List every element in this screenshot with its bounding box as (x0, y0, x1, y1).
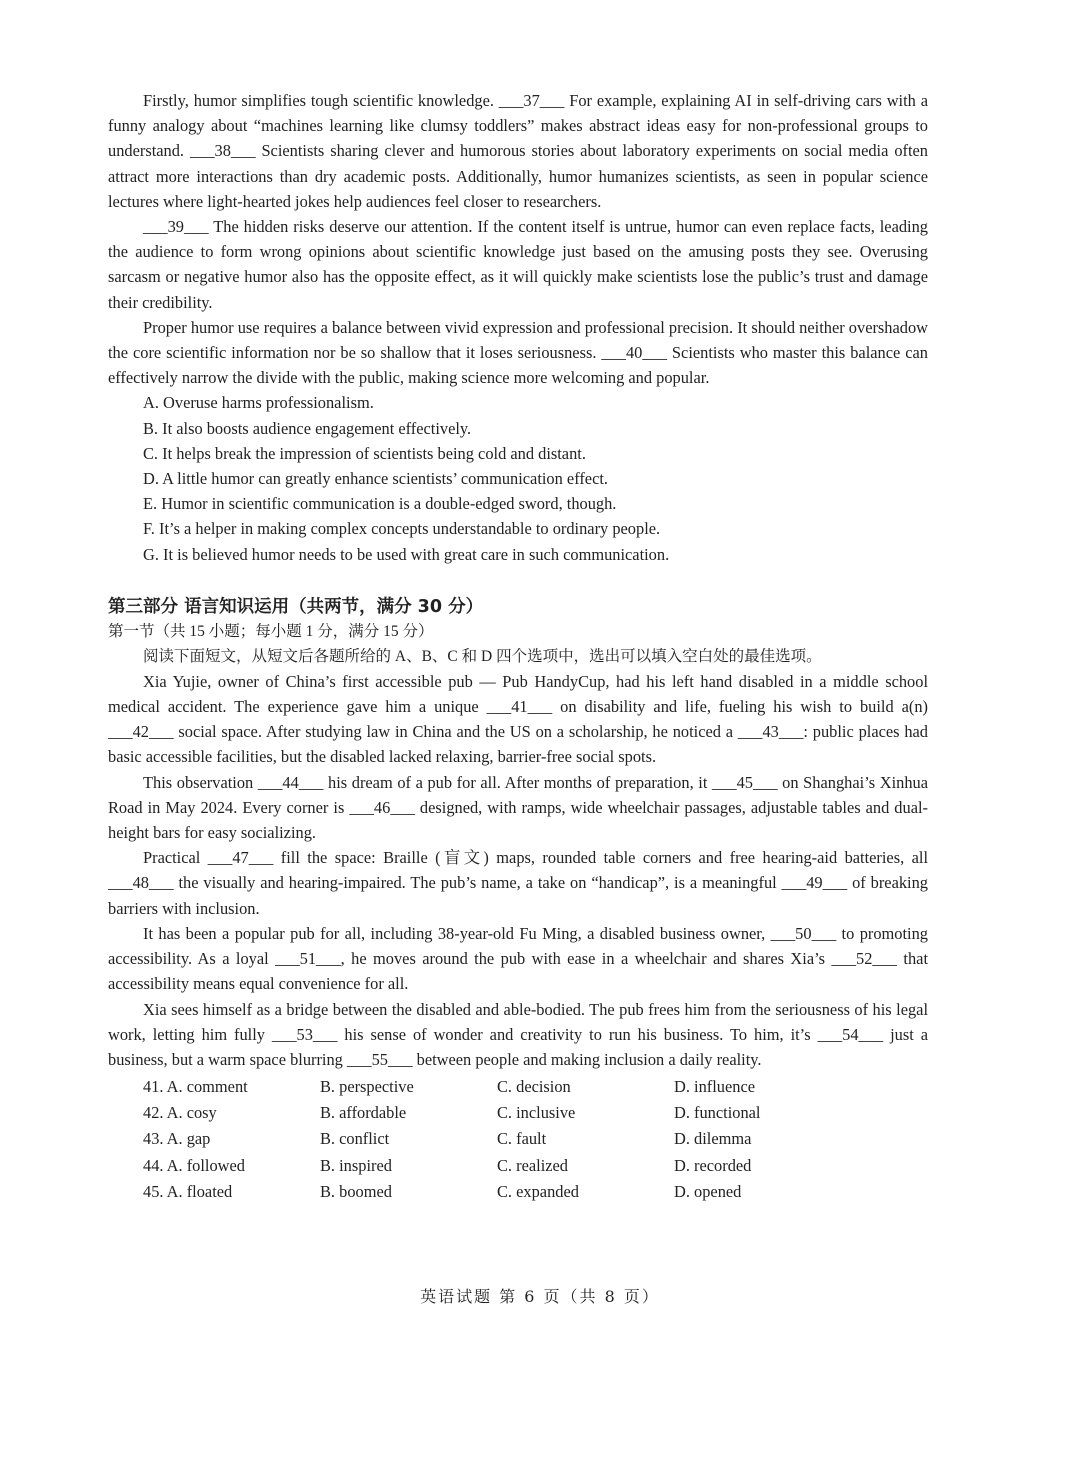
seven-option-list (108, 390, 928, 566)
choice-c: C. expanded (497, 1181, 579, 1201)
choice-d: D. functional (674, 1103, 761, 1123)
choice-row (143, 1074, 928, 1100)
choice-d: D. recorded (674, 1155, 752, 1175)
choice-b: B. affordable (320, 1103, 407, 1123)
choice-row (143, 1100, 928, 1126)
choice-d: D. opened (674, 1181, 742, 1201)
choice-table (108, 1074, 928, 1205)
choice-b: B. inspired (320, 1155, 392, 1175)
part-title: 第三部分 语言知识运用（共两节，满分 30 分） (108, 596, 484, 617)
choice-a: 45. A. floated (143, 1181, 233, 1201)
option-item: C. It helps break the impression of scientists being cold and distant. (143, 443, 586, 463)
page-footer: 英语试题 第 6 页（共 8 页） (420, 1287, 660, 1306)
option-item: G. It is believed humor needs to be used with great care in such communication. (143, 544, 670, 564)
cloze-paragraph: It has been a popular pub for all, including 38-year-old Fu Ming, a disabled business owner, ___50___ to promoting accessibility. As a loyal ___51___, he moves around the pub with ease in a wheelchair and shares Xia’s ___52___ that accessibility means equal convenience for all. (108, 923, 928, 994)
choice-b: B. conflict (320, 1129, 390, 1149)
option-item: F. It’s a helper in making complex concepts understandable to ordinary people. (143, 519, 661, 539)
page-content (108, 88, 928, 1205)
choice-a: 42. A. cosy (143, 1103, 217, 1123)
choice-d: D. dilemma (674, 1129, 752, 1149)
cloze-paragraph: Xia Yujie, owner of China’s first accessible pub — Pub HandyCup, had his left hand disabled in a middle school medical accident. The experience gave him a unique ___41___ on disability and life, fueling his wish to build a(n) ___42___ social space. After studying law in China and the US on a scholarship, he noticed a ___43___: public places had basic accessible facilities, but the disabled lacked relaxing, barrier-free social spots. (108, 671, 928, 767)
choice-a: 43. A. gap (143, 1129, 211, 1149)
choice-c: C. fault (497, 1129, 547, 1149)
option-item: A. Overuse harms professionalism. (143, 393, 374, 413)
cloze-paragraph: This observation ___44___ his dream of a pub for all. After months of preparation, it ___45___ on Shanghai’s Xinhua Road in May 2024. Every corner is ___46___ designed, with ramps, wide wheelchair passages, adjustable tables and dual-height bars for easy socializing. (108, 772, 928, 843)
option-item: D. A little humor can greatly enhance scientists’ communication effect. (143, 469, 609, 489)
choice-c: C. decision (497, 1077, 571, 1097)
choice-a: 41. A. comment (143, 1077, 248, 1097)
choice-row (143, 1179, 928, 1205)
passage-paragraph: ___39___ The hidden risks deserve our attention. If the content itself is untrue, humor can even replace facts, leading the audience to form wrong opinions about scientific knowledge just based on the amusing posts they see. Overusing sarcasm or negative humor also has the opposite effect, as it will quickly make scientists lose the public’s trust and damage their credibility. (108, 217, 928, 312)
choice-d: D. influence (674, 1077, 756, 1097)
cloze-paragraph: Xia sees himself as a bridge between the disabled and able-bodied. The pub frees him from the seriousness of his legal work, letting him fully ___53___ his sense of wonder and creativity to run his business. To him, it’s ___54___ just a business, but a warm space blurring ___55___ between people and making inclusion a daily reality. (108, 999, 928, 1069)
choice-b: B. perspective (320, 1077, 414, 1097)
passage-paragraph: Firstly, humor simplifies tough scientific knowledge. ___37___ For example, explaining AI in self-driving cars with a funny analogy about “machines learning like clumsy toddlers” makes abstract ideas easy for non-professional groups to understand. ___38___ Scientists sharing clever and humorous stories about laboratory experiments on social media often attract more interactions than dry academic posts. Additionally, humor humanizes scientists, as seen in popular science lectures where light-hearted jokes help audiences feel closer to researchers. (108, 91, 928, 211)
section-subtitle: 第一节（共 15 小题；每小题 1 分，满分 15 分） (108, 622, 434, 640)
option-item: B. It also boosts audience engagement effectively. (143, 418, 472, 438)
choice-row (143, 1126, 928, 1152)
section-instruction: 阅读下面短文，从短文后各题所给的 A、B、C 和 D 四个选项中，选出可以填入空白处的最佳选项。 (143, 647, 822, 665)
option-item: E. Humor in scientific communication is a double-edged sword, though. (143, 494, 617, 514)
choice-b: B. boomed (320, 1181, 392, 1201)
choice-row (143, 1153, 928, 1179)
choice-c: C. realized (497, 1155, 568, 1175)
choice-a: 44. A. followed (143, 1155, 245, 1175)
cloze-paragraph: Practical ___47___ fill the space: Braille (盲文) maps, rounded table corners and free hearing-aid batteries, all ___48___ the visually and hearing-impaired. The pub’s name, a take on “handicap”, is a meaningful ___49___ of breaking barriers with inclusion. (108, 848, 928, 918)
passage-paragraph: Proper humor use requires a balance between vivid expression and professional precision. It should neither overshadow the core scientific information nor be so shallow that it loses seriousness. ___40___ Scientists who master this balance can effectively narrow the divide with the public, making science more welcoming and popular. (108, 317, 928, 388)
choice-c: C. inclusive (497, 1103, 576, 1123)
